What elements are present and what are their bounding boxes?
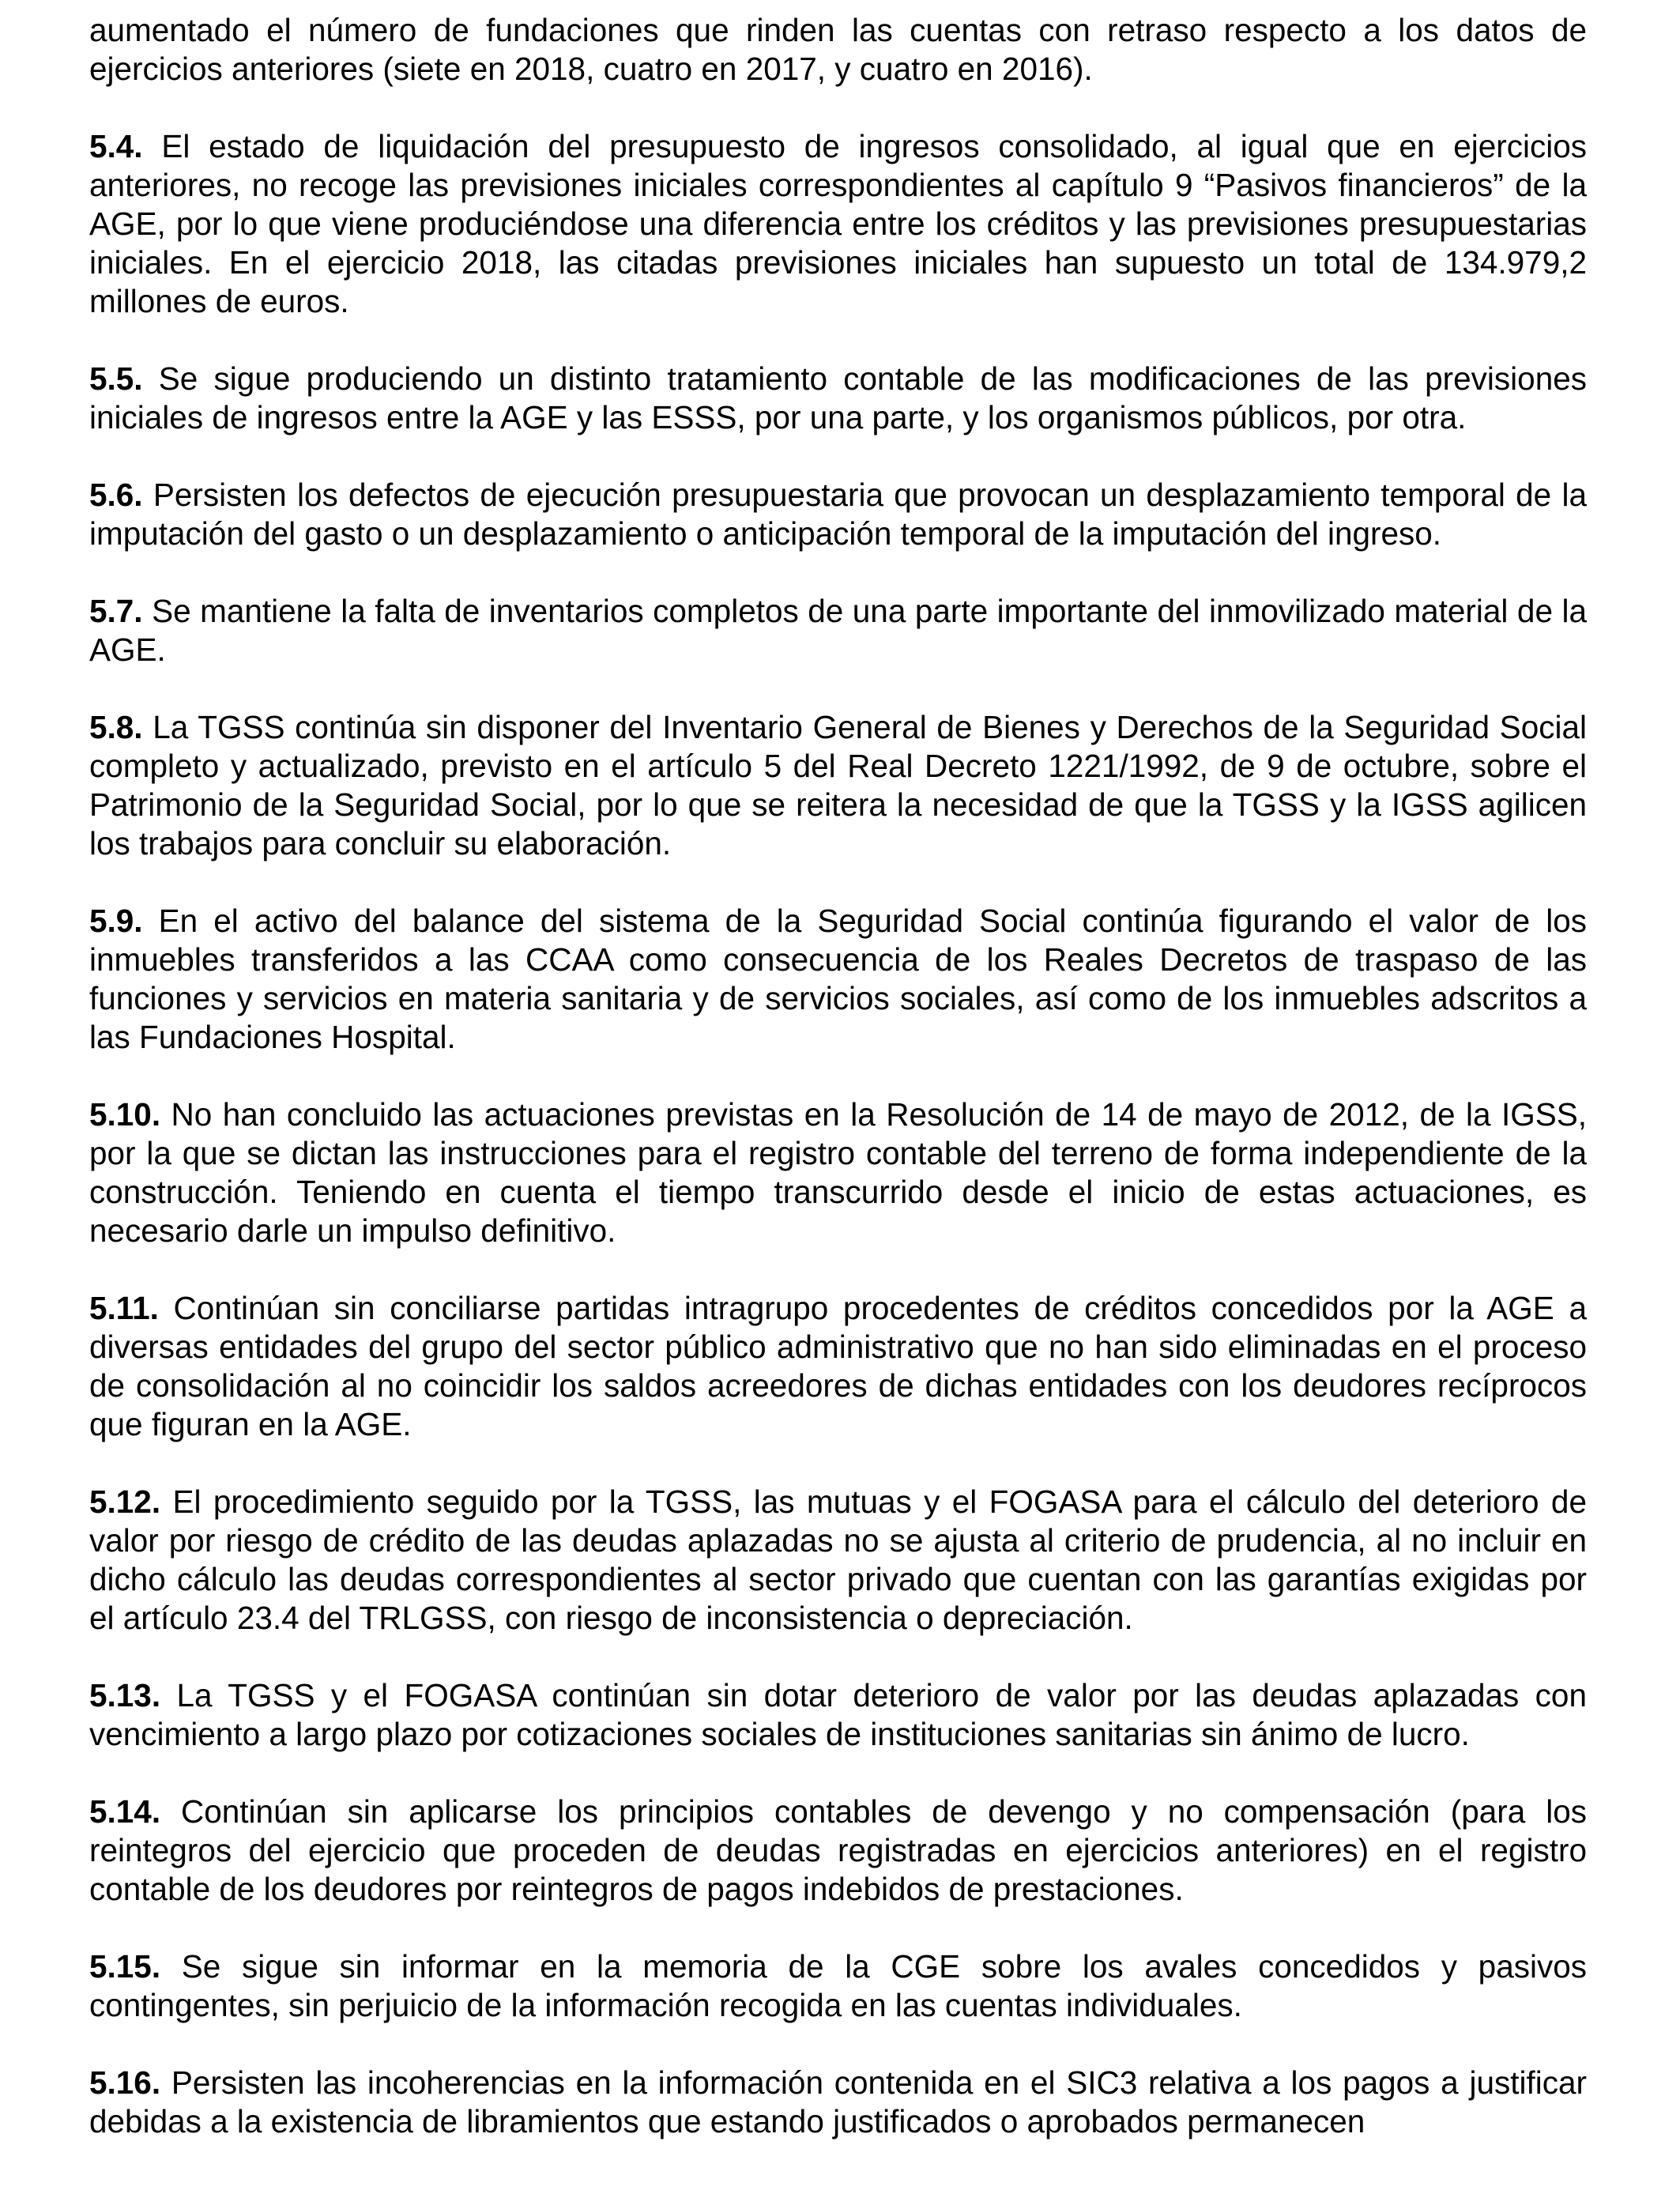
paragraph-text: Persisten las incoherencias en la información contenida en el SIC3 relativa a los pagos a justificar debidas a la existencia de libramientos que estando justificados o aprobados permanecen (89, 2064, 1587, 2139)
paragraph-5-6 (89, 476, 1587, 553)
paragraph-text: Continúan sin conciliarse partidas intragrupo procedentes de créditos concedidos por la AGE a diversas entidades del grupo del sector público administrativo que no han sido eliminadas en el proceso de consolidación al no coincidir los saldos acreedores de dichas entidades con los deudores recíprocos que figuran en la AGE. (89, 1290, 1587, 1442)
paragraph-number: 5.9. (89, 903, 143, 939)
paragraph-number: 5.10. (89, 1096, 161, 1133)
paragraph-number: 5.16. (89, 2064, 161, 2101)
paragraph-number: 5.13. (89, 1677, 161, 1713)
paragraph-number: 5.6. (89, 477, 143, 513)
paragraph-5-9 (89, 902, 1587, 1057)
paragraph-5-12 (89, 1483, 1587, 1638)
paragraph-number: 5.12. (89, 1483, 161, 1520)
paragraph-text: Continúan sin aplicarse los principios contables de devengo y no compensación (para los reintegros del ejercicio que proceden de deudas registradas en ejercicios anteriores) en el registro contable de los deudores por reintegros de pagos indebidos de prestaciones. (89, 1793, 1587, 1907)
paragraph-text: No han concluido las actuaciones previstas en la Resolución de 14 de mayo de 2012, de la IGSS, por la que se dictan las instrucciones para el registro contable del terreno de forma independiente de la construcción. Teniendo en cuenta el tiempo transcurrido desde el inicio de estas actuaciones, es necesario darle un impulso definitivo. (89, 1096, 1587, 1249)
paragraph-5-13 (89, 1676, 1587, 1754)
paragraph-5-7 (89, 592, 1587, 669)
intro-paragraph: aumentado el número de fundaciones que rinden las cuentas con retraso respecto a los datos de ejercicios anteriores (siete en 2018, cuatro en 2017, y cuatro en 2016). (89, 12, 1587, 87)
paragraph-text: La TGSS y el FOGASA continúan sin dotar deterioro de valor por las deudas aplazadas con vencimiento a largo plazo por cotizaciones sociales de instituciones sanitarias sin ánimo de lucro. (89, 1677, 1587, 1752)
paragraph-text: La TGSS continúa sin disponer del Inventario General de Bienes y Derechos de la Seguridad Social completo y actualizado, previsto en el artículo 5 del Real Decreto 1221/1992, de 9 de octubre, sobre el Patrimonio de la Seguridad Social, por lo que se reitera la necesidad de que la TGSS y la IGSS agilicen los trabajos para concluir su elaboración. (89, 709, 1587, 861)
paragraph-number: 5.7. (89, 593, 143, 629)
paragraph-number: 5.5. (89, 360, 143, 397)
paragraph-number: 5.15. (89, 1948, 161, 1985)
paragraph-5-14 (89, 1793, 1587, 1909)
paragraph-5-16 (89, 2064, 1587, 2141)
paragraph-5-10 (89, 1095, 1587, 1250)
paragraph-text: Se mantiene la falta de inventarios completos de una parte importante del inmovilizado material de la AGE. (89, 593, 1587, 668)
paragraph-text: El estado de liquidación del presupuesto de ingresos consolidado, al igual que en ejercicios anteriores, no recoge las previsiones iniciales correspondientes al capítulo 9 “Pasivos financieros” de la AGE, por lo que viene produciéndose una diferencia entre los créditos y las previsiones presupuestarias iniciales. En el ejercicio 2018, las citadas previsiones iniciales han supuesto un total de 134.979,2 millones de euros. (89, 128, 1587, 319)
paragraph-text: Se sigue sin informar en la memoria de la CGE sobre los avales concedidos y pasivos contingentes, sin perjuicio de la información recogida en las cuentas individuales. (89, 1948, 1587, 2023)
paragraph-number: 5.11. (89, 1290, 159, 1326)
paragraph-number: 5.4. (89, 128, 143, 164)
paragraph-text: Persisten los defectos de ejecución presupuestaria que provocan un desplazamiento temporal de la imputación del gasto o un desplazamiento o anticipación temporal de la imputación del ingreso. (89, 477, 1587, 552)
paragraph-number: 5.14. (89, 1793, 161, 1830)
paragraph-5-4 (89, 127, 1587, 321)
paragraph-number: 5.8. (89, 709, 143, 745)
paragraph-text: El procedimiento seguido por la TGSS, las mutuas y el FOGASA para el cálculo del deterioro de valor por riesgo de crédito de las deudas aplazadas no se ajusta al criterio de prudencia, al no incluir en dicho cálculo las deudas correspondientes al sector privado que cuentan con las garantías exigidas por el artículo 23.4 del TRLGSS, con riesgo de inconsistencia o depreciación. (89, 1483, 1587, 1636)
paragraph-5-15 (89, 1947, 1587, 2025)
paragraph-5-11 (89, 1289, 1587, 1444)
paragraph-5-8 (89, 708, 1587, 863)
paragraph-text: En el activo del balance del sistema de la Seguridad Social continúa figurando el valor de los inmuebles transferidos a las CCAA como consecuencia de los Reales Decretos de traspaso de las funciones y servicios en materia sanitaria y de servicios sociales, así como de los inmuebles adscritos a las Fundaciones Hospital. (89, 903, 1587, 1055)
document-page (89, 11, 1587, 2180)
paragraph-text: Se sigue produciendo un distinto tratamiento contable de las modificaciones de las previsiones iniciales de ingresos entre la AGE y las ESSS, por una parte, y los organismos públicos, por otra. (89, 360, 1587, 435)
paragraph-5-5 (89, 360, 1587, 437)
